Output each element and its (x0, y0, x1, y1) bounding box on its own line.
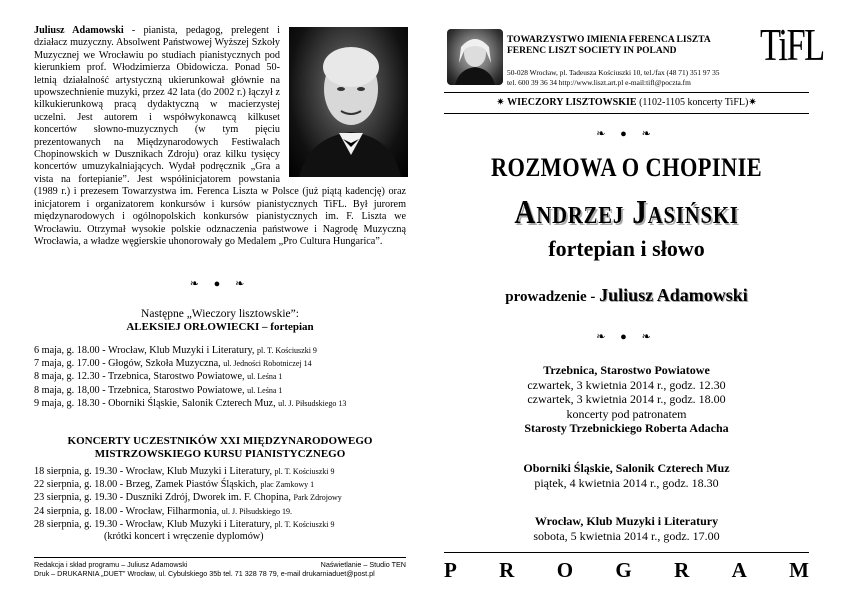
event-main: 7 maja, g. 17.00 - Głogów, Szkoła Muzyczna, (34, 358, 224, 370)
bio-name: Juliusz Adamowski (34, 25, 124, 36)
event-main: 22 sierpnia, g. 18.00 - Brzeg, Zamek Piastów Śląskich, (34, 479, 261, 491)
event-row (34, 505, 406, 518)
course-note: (krótki koncert i wręczenie dyplomów) (104, 531, 264, 542)
concert-title: ROZMOWA O CHOPINIE (490, 153, 763, 182)
event-main: 8 maja, g. 18,00 - Trzebnica, Starostwo Powiatowe, (34, 384, 248, 396)
event-row (34, 491, 406, 504)
event-address: Park Zdrojowy (293, 493, 342, 503)
event-main: 8 maja, g. 12.30 - Trzebnica, Starostwo Powiatowe, (34, 371, 248, 383)
ornament-divider-top: ❧ ● ❧ (596, 128, 657, 140)
ornament-divider: ❧ ● ❧ (189, 278, 251, 290)
event-main: 23 sierpnia, g. 19.30 - Duszniki Zdrój, Dworek im. F. Chopina, (34, 492, 294, 504)
series-line (444, 97, 809, 108)
program-rule (444, 552, 809, 553)
venue-patron: Starosty Trzebnickiego Roberta Adacha (524, 421, 729, 435)
address-line: 50-028 Wrocław, pl. Tadeusza Kościuszki 10, tel./fax (48 71) 351 97 35 (507, 68, 720, 77)
venue-trzebnica (444, 363, 809, 436)
liszt-portrait-icon (447, 29, 503, 85)
next-concerts-artist: ALEKSIEJ ORŁOWIECKI – fortepian (126, 321, 314, 334)
venue-name: Trzebnica, Starostwo Powiatowe (543, 363, 710, 377)
venue-wroclaw (444, 514, 809, 543)
performance-subtitle: fortepian i słowo (548, 236, 705, 261)
host-prefix: prowadzenie - (505, 289, 600, 305)
event-row (34, 397, 406, 410)
footer-rule (34, 557, 406, 558)
course-title-line1: KONCERTY UCZESTNIKÓW XXI MIĘDZYNARODOWEGO (67, 435, 373, 447)
event-row (34, 384, 406, 397)
next-concerts (34, 308, 406, 334)
society-name-pl: TOWARZYSTWO IMIENIA FERENCA LISZTA (507, 35, 711, 45)
header-rule-top (444, 92, 809, 93)
header-rule-bottom (444, 113, 809, 114)
event-address: ul. Leśna 1 (247, 385, 283, 395)
footer-printer: Druk – DRUKARNIA „DUET” Wrocław, ul. Cybulskiego 35b tel. 71 328 78 79, e-mail drukarniaduet@post.pl (34, 569, 375, 578)
event-row (34, 344, 406, 357)
bio-text: - pianista, pedagog, prelegent i działacz muzyczny. Absolwent Państwowej Wyższej Szkoły Muzycznej we Wrocławiu po studiach pianistycznych pod kierunkiem prof. Włodzimierza Obidowicza. Ponad 50-letnią działalność artystyczną ukierunkował głównie na upowszechnienie muzyki, przez 42 lata (do 2002 r.) łączył z kilkukierunkową pracą dydaktyczną w macierzystej uczelni. Jest autorem i współwykonawcą kilkuset koncertów słowno-muzycznych (w tym pięciu prezentowanych na Międzynarodowych Festiwalach Chopinowskich w Dusznikach Zdroju) oraz kilku tysięcy koncertów umuzykalniających. Wydał podręcznik „Gra a vista na fortepianie”. Jest współinicjatorem powstania (1989 r.) i prezesem Towarzystwa im. Ferenca Liszta w Polsce (już piątą kadencję) oraz inicjatorem i organizatorem konkursów i kursów pianistycznych TiFL. Był jurorem międzynarodowych i ogólnopolskich konkursów pianistycznych im. F. Liszta we Wrocławiu. Otrzymał wysokie polskie odznaczenia państwowe i Nagrodę Muzyczną Wrocławia, a władze węgierskie uhonorowały go Medalem „Pro Cultura Hungarica”. (34, 25, 406, 247)
society-name-en: FERENC LISZT SOCIETY IN POLAND (507, 46, 677, 56)
event-main: 24 sierpnia, g. 18.00 - Wrocław, Filharmonia, (34, 505, 222, 517)
event-main: 6 maja, g. 18.00 - Wrocław, Klub Muzyki i Literatury, (34, 345, 257, 356)
program-letter: R (674, 558, 690, 582)
event-row (34, 478, 406, 491)
next-concerts-title: Następne „Wieczory lisztowskie”: (141, 308, 299, 320)
venue-oborniki (444, 461, 809, 490)
asterisk-icon: ✷ (496, 97, 508, 108)
program-letter: R (499, 558, 515, 582)
event-address: pl. T. Kościuszki 9 (274, 467, 335, 476)
venue-date: czwartek, 3 kwietnia 2014 r., godz. 18.00 (527, 392, 726, 406)
event-main: 9 maja, g. 18.30 - Oborniki Śląskie, Salonik Czterech Muz, (34, 397, 279, 409)
footer-exposure: Naświetlanie – Studio TEN (320, 560, 406, 569)
program-letter: A (731, 558, 747, 582)
program-letter: O (556, 558, 574, 582)
venue-name: Oborniki Śląskie, Salonik Czterech Muz (523, 461, 730, 475)
performer-name: Andrzej Jasiński (514, 194, 739, 231)
event-address: ul. J. Piłsudskiego 13 (278, 398, 347, 408)
portrait-photo (289, 27, 408, 177)
program-label (444, 558, 809, 583)
event-address: ul. Jedności Robotniczej 14 (223, 359, 312, 369)
event-row (34, 465, 406, 478)
event-main: 28 sierpnia, g. 19.30 - Wrocław, Klub Muzyki i Literatury, (34, 518, 275, 530)
portrait-illustration (289, 27, 408, 177)
society-address (507, 68, 720, 88)
course-title-line2: MISTRZOWSKIEGO KURSU PIANISTYCZNEGO (94, 448, 346, 460)
print-footer (34, 560, 406, 578)
event-address: ul. Leśna 1 (247, 372, 283, 382)
venue-date: sobota, 5 kwietnia 2014 r., godz. 17.00 (533, 528, 720, 543)
event-address: plac Zamkowy 1 (260, 480, 315, 490)
venue-date: piątek, 4 kwietnia 2014 r., godz. 18.30 (534, 475, 719, 490)
series-detail: (1102-1105 koncerty TiFL) (636, 97, 749, 108)
program-letter: M (789, 558, 809, 582)
venue-note: koncerty pod patronatem (566, 406, 687, 421)
asterisk-icon: ✷ (748, 97, 757, 108)
tifl-logo: TiFL (760, 19, 824, 70)
society-name (507, 35, 711, 57)
liszt-portrait-logo (447, 29, 503, 85)
event-address: ul. J. Piłsudskiego 19. (221, 506, 292, 516)
event-address: pl. T. Kościuszki 9 (274, 519, 335, 529)
program-letter: G (615, 558, 632, 582)
footer-editor: Redakcja i skład programu – Juliusz Adamowski (34, 560, 188, 569)
course-concerts-list (34, 465, 406, 531)
ornament-divider-bottom: ❧ ● ❧ (596, 331, 657, 343)
host-name: Juliusz Adamowski (599, 285, 748, 305)
event-address: pl. T. Kościuszki 9 (257, 346, 317, 355)
series-name: WIECZORY LISZTOWSKIE (507, 97, 637, 108)
host-line (444, 285, 809, 306)
event-main: 18 sierpnia, g. 19.30 - Wrocław, Klub Muzyki i Literatury, (34, 466, 275, 477)
next-concerts-list (34, 344, 406, 410)
venue-date: czwartek, 3 kwietnia 2014 r., godz. 12.30 (527, 377, 726, 392)
program-letter: P (444, 558, 457, 582)
event-row (34, 357, 406, 370)
contact-line: tel. 600 39 36 34 http://www.liszt.art.pl e-mail:tifl@poczta.fm (507, 78, 691, 87)
course-heading (34, 435, 406, 461)
venue-name: Wrocław, Klub Muzyki i Literatury (534, 514, 719, 528)
event-row (34, 370, 406, 383)
